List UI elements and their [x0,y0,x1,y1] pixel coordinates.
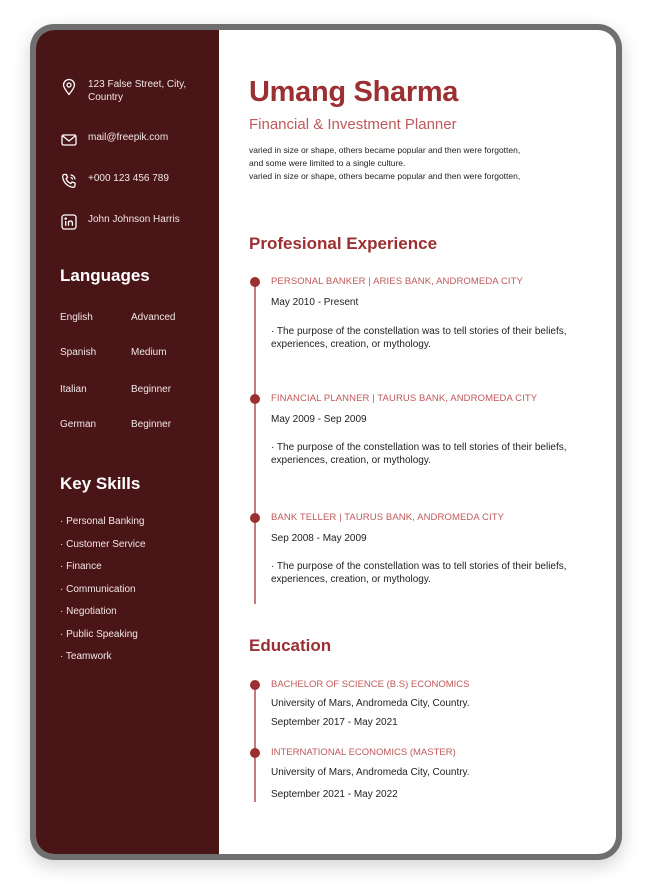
school-name: University of Mars, Andromeda City, Country. [271,767,470,778]
education-date: September 2021 - May 2022 [271,789,398,800]
timeline-dot [250,680,260,690]
timeline-dot [250,748,260,758]
language-name: English [60,312,93,323]
phone-icon [60,172,78,190]
contact-address [60,78,208,104]
language-level: Advanced [131,312,176,323]
degree-title: INTERNATIONAL ECONOMICS (MASTER) [271,747,456,758]
contact-linkedin [60,213,208,231]
location-pin-icon [60,78,78,96]
contact-phone [60,172,208,190]
skill-item: · Customer Service [60,539,146,550]
device-frame [30,24,622,860]
skill-item: · Public Speaking [60,629,138,640]
degree-title: BACHELOR OF SCIENCE (B.S) ECONOMICS [271,679,470,690]
profile-summary [249,144,589,183]
contact-email [60,131,208,149]
job-role: Financial & Investment Planner [249,116,457,133]
job-date: May 2009 - Sep 2009 [271,414,367,425]
language-level: Beginner [131,419,172,430]
resume-page [36,30,616,854]
description-line: · The purpose of the constellation was to tell stories of their beliefs, [271,561,567,572]
education-heading: Education [249,636,332,655]
skill-item: · Negotiation [60,606,117,617]
address-text: 123 False Street, City, Country [88,79,187,103]
description-line: experiences, creation, or mythology. [271,455,431,466]
skill-item: · Finance [60,561,102,572]
description-line: experiences, creation, or mythology. [271,339,431,350]
email-text[interactable]: mail@freepik.com [88,132,169,143]
linkedin-text[interactable]: John Johnson Harris [88,214,180,225]
job-title: PERSONAL BANKER | ARIES BANK, ANDROMEDA CITY [271,276,523,287]
mail-icon [60,131,78,149]
summary-line: varied in size or shape, others became popular and then were forgotten, [249,171,521,181]
skill-item: · Personal Banking [60,516,145,527]
education-timeline [254,684,256,802]
language-name: Italian [60,384,87,395]
timeline-dot [250,277,260,287]
person-name: Umang Sharma [249,76,459,108]
school-name: University of Mars, Andromeda City, Country. [271,698,470,709]
description-line: · The purpose of the constellation was to tell stories of their beliefs, [271,442,567,453]
language-name: Spanish [60,347,97,358]
skill-item: · Communication [60,584,136,595]
job-title: FINANCIAL PLANNER | TAURUS BANK, ANDROMEDA CITY [271,393,538,404]
description-line: experiences, creation, or mythology. [271,574,431,585]
language-level: Beginner [131,384,172,395]
summary-line: varied in size or shape, others became popular and then were forgotten, [249,145,521,155]
job-description [271,325,601,351]
sidebar [36,30,219,854]
summary-line: and some were limited to a single culture. [249,158,406,168]
job-description [271,560,601,586]
timeline-dot [250,513,260,523]
timeline-dot [250,394,260,404]
job-date: Sep 2008 - May 2009 [271,533,367,544]
education-date: September 2017 - May 2021 [271,717,398,728]
skill-item: · Teamwork [60,651,112,662]
experience-heading: Profesional Experience [249,234,438,253]
job-title: BANK TELLER | TAURUS BANK, ANDROMEDA CITY [271,512,505,523]
language-name: German [60,419,97,430]
phone-text: +000 123 456 789 [88,173,169,184]
job-date: May 2010 - Present [271,297,359,308]
languages-heading: Languages [60,266,150,285]
linkedin-icon [60,213,78,231]
description-line: · The purpose of the constellation was to tell stories of their beliefs, [271,326,567,337]
skills-heading: Key Skills [60,474,141,493]
experience-timeline [254,282,256,604]
language-level: Medium [131,347,167,358]
job-description [271,441,601,467]
main-content [219,30,616,854]
